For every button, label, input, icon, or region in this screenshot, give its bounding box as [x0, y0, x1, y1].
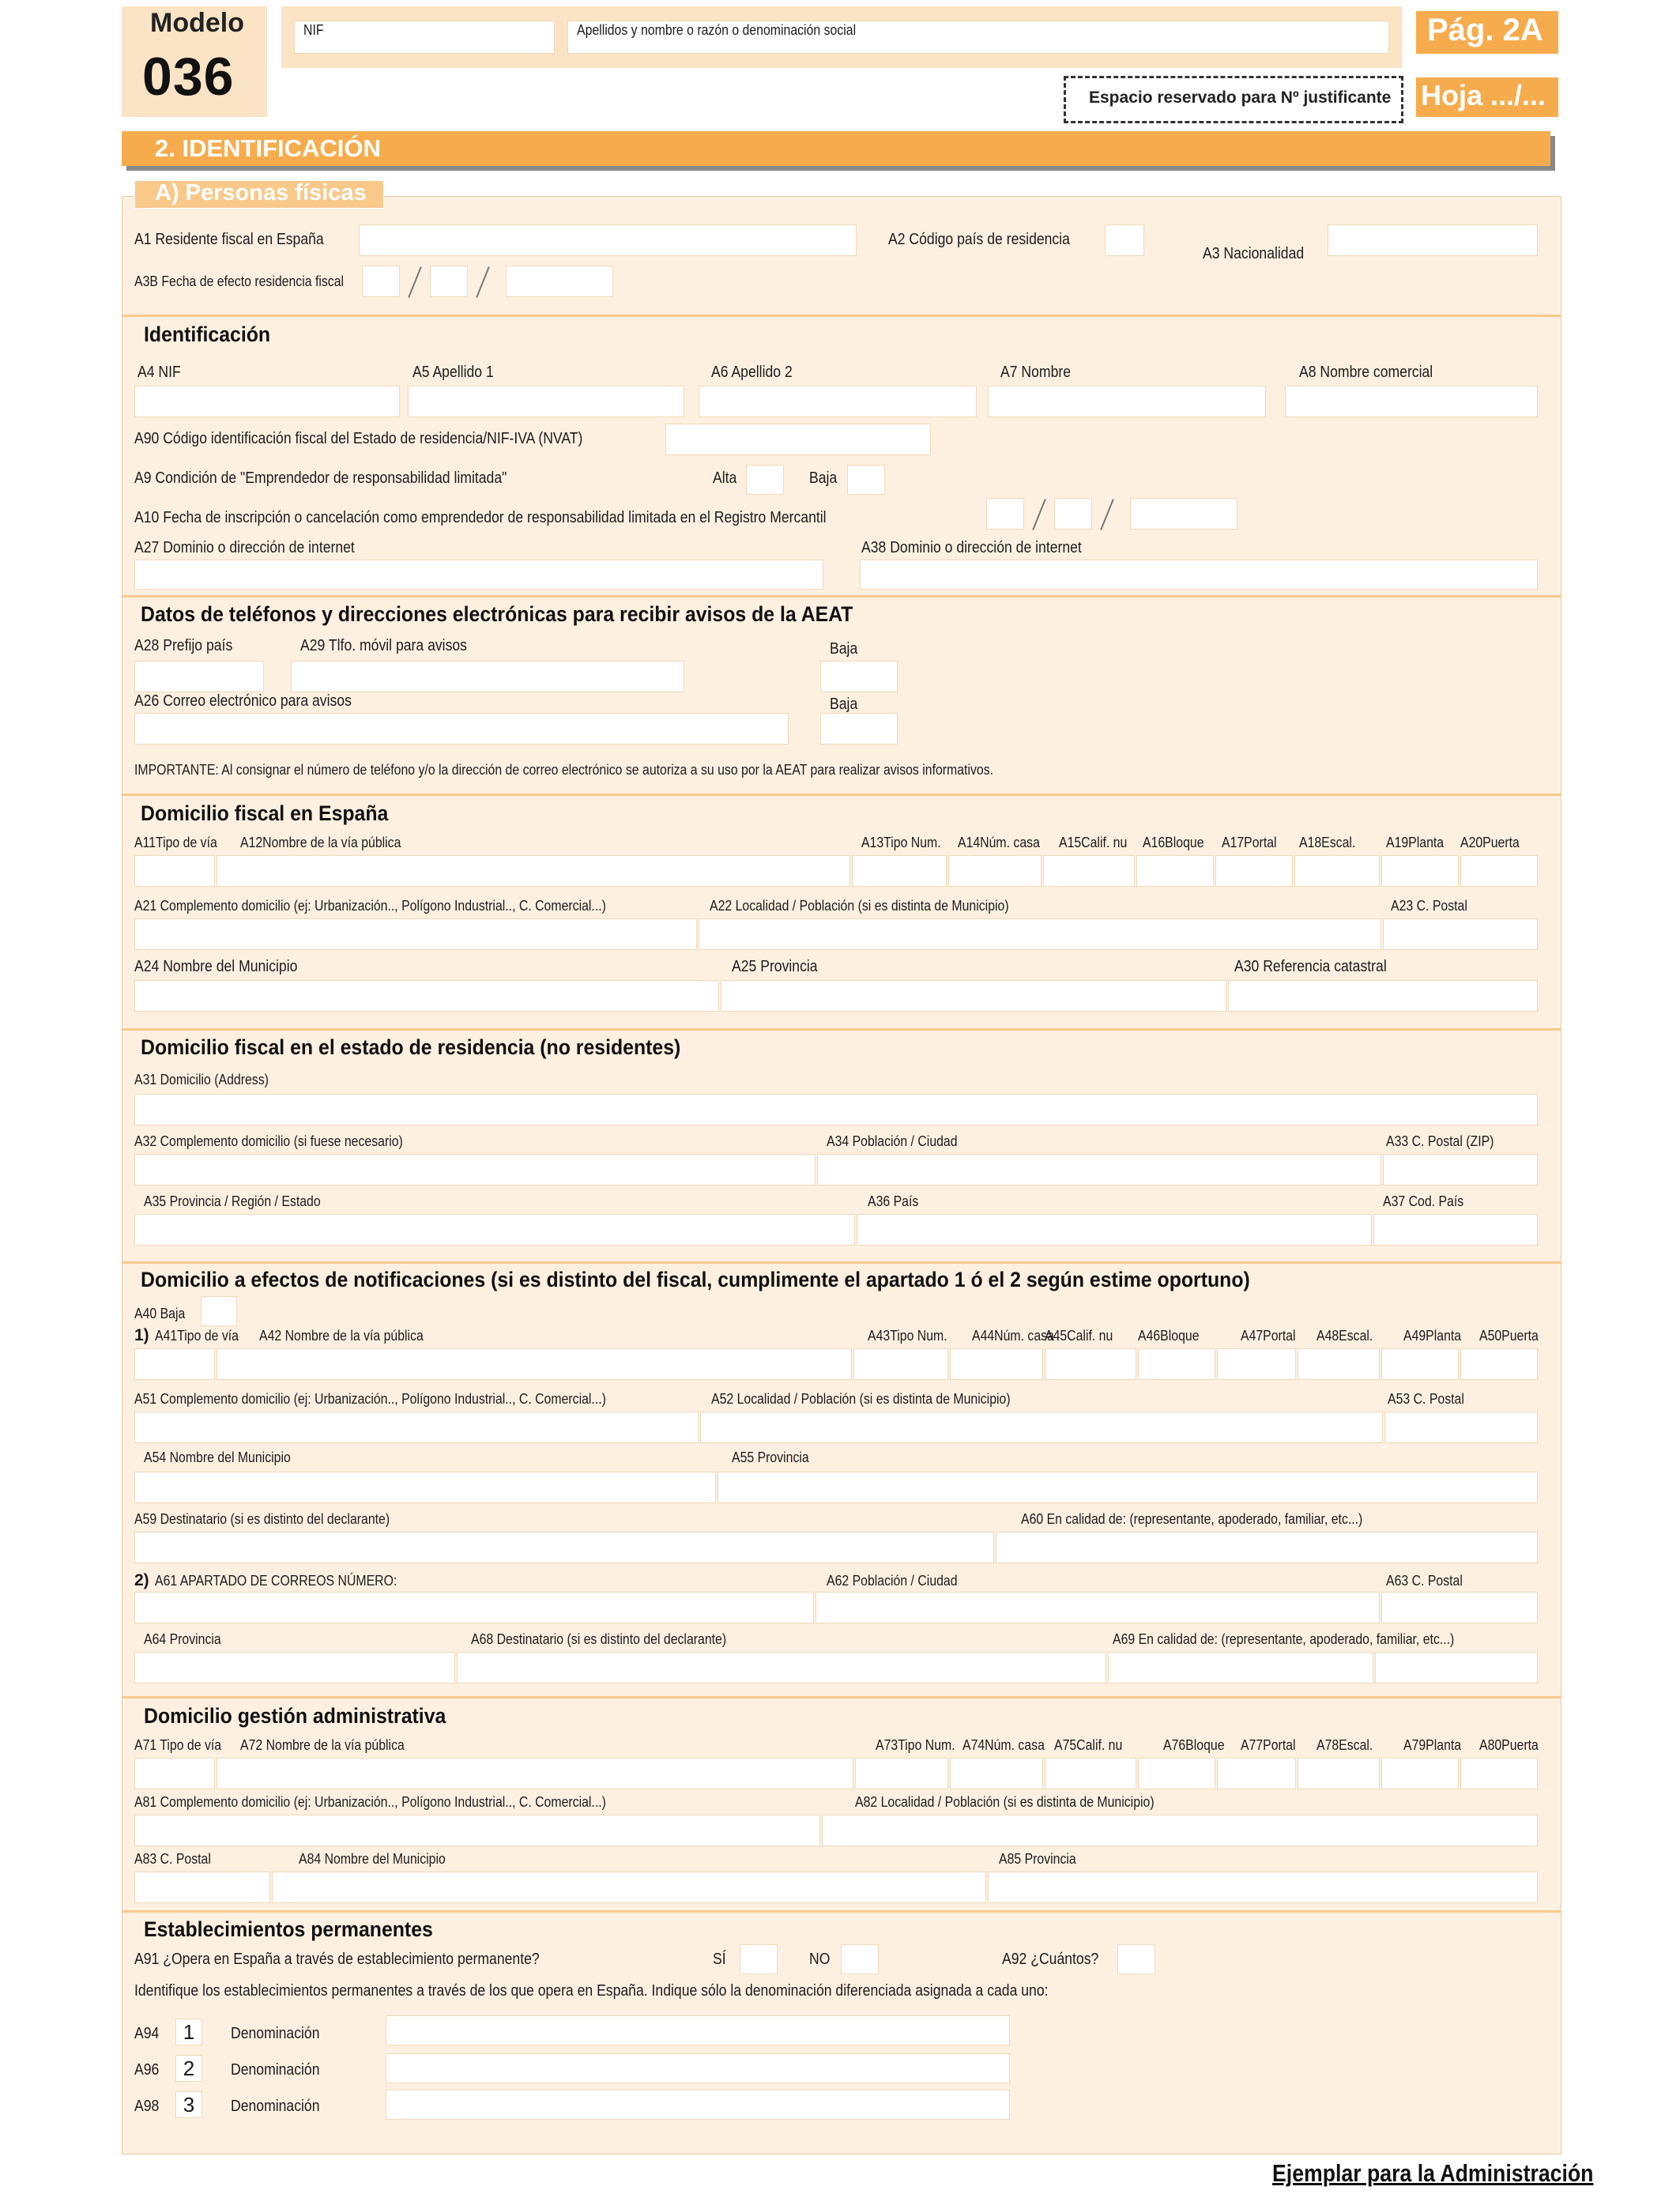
a11-field[interactable]: [134, 855, 215, 887]
a63-label: A63 C. Postal: [1386, 1573, 1463, 1589]
a72-field[interactable]: [217, 1758, 853, 1789]
a51-field[interactable]: [134, 1412, 699, 1443]
a96-label: Denominación: [231, 2061, 320, 2079]
a44-label: A44Núm. casa: [972, 1328, 1054, 1344]
a83-field[interactable]: [134, 1872, 270, 1903]
a68-label: A68 Destinatario (si es distinto del declarante): [471, 1631, 727, 1647]
a48-label: A48Escal.: [1317, 1328, 1373, 1344]
a84-field[interactable]: [272, 1872, 986, 1903]
a52-label: A52 Localidad / Población (si es distinta de Municipio): [711, 1391, 1011, 1407]
a53-label: A53 C. Postal: [1388, 1391, 1464, 1407]
estab-title: Establecimientos permanentes: [144, 1917, 433, 1941]
a9-baja-field[interactable]: [847, 465, 885, 495]
a6-field[interactable]: [699, 386, 977, 417]
a10-label: A10 Fecha de inscripción o cancelación como emprendedor de responsabilidad limitada en el Registro Mercantil: [134, 509, 827, 526]
a31-label: A31 Domicilio (Address): [134, 1072, 269, 1088]
a26-field[interactable]: [134, 713, 789, 745]
a19-field[interactable]: [1381, 855, 1459, 887]
nif-field[interactable]: [294, 21, 555, 54]
footer-label: Ejemplar para la Administración: [1272, 2159, 1594, 2187]
a98-number: 3: [175, 2091, 202, 2118]
a78-label: A78Escal.: [1317, 1737, 1373, 1753]
a55-label: A55 Provincia: [732, 1449, 809, 1465]
a62-field[interactable]: [816, 1592, 1380, 1623]
a85-label: A85 Provincia: [999, 1851, 1076, 1867]
a50-label: A50Puerta: [1479, 1328, 1539, 1344]
a46-field[interactable]: [1138, 1348, 1215, 1380]
a3-label: A3 Nacionalidad: [1203, 245, 1305, 262]
a82-field[interactable]: [822, 1815, 1538, 1846]
a43-label: A43Tipo Num.: [868, 1328, 947, 1344]
a17-field[interactable]: [1215, 855, 1293, 887]
a90-label: A90 Código identificación fiscal del Estado de residencia/NIF-IVA (NVAT): [134, 430, 583, 447]
admin-title: Domicilio gestión administrativa: [144, 1704, 446, 1728]
a13-label: A13Tipo Num.: [861, 835, 941, 850]
a76-label: A76Bloque: [1163, 1737, 1225, 1753]
a27-label: A27 Dominio o dirección de internet: [134, 539, 355, 556]
a7-field[interactable]: [988, 386, 1266, 417]
a94-code: A94: [134, 2025, 160, 2042]
a21-field[interactable]: [134, 918, 697, 950]
a26-baja-label: Baja: [830, 696, 858, 713]
a74-label: A74Núm. casa: [962, 1737, 1045, 1753]
nif-label: NIF: [303, 22, 324, 38]
a1-label: A1 Residente fiscal en España: [134, 231, 324, 248]
a6-label: A6 Apellido 2: [711, 364, 793, 381]
a35-field[interactable]: [134, 1214, 855, 1246]
a91-si-label: SÍ: [713, 1951, 726, 1968]
a18-field[interactable]: [1294, 855, 1380, 887]
a30-field[interactable]: [1228, 980, 1538, 1012]
a21-label: A21 Complemento domicilio (ej: Urbanización.., Polígono Industrial.., C. Comercial...): [134, 898, 606, 914]
a20-label: A20Puerta: [1460, 835, 1520, 850]
a4-field[interactable]: [134, 386, 400, 417]
a16-label: A16Bloque: [1143, 835, 1204, 850]
a10-year-field[interactable]: [1130, 498, 1237, 530]
a59-field[interactable]: [134, 1532, 994, 1563]
a19-label: A19Planta: [1386, 835, 1445, 850]
a74-field[interactable]: [950, 1758, 1043, 1789]
a38-label: A38 Dominio o dirección de internet: [861, 539, 1082, 556]
estab-instructions: Identifique los establecimientos permanentes a través de los que opera en España. Indique sólo la denominación diferenciada asignada a cada uno:: [134, 1982, 1049, 2000]
a73-field[interactable]: [855, 1758, 948, 1789]
a29-baja-label: Baja: [830, 640, 858, 658]
a52-field[interactable]: [700, 1412, 1383, 1443]
fiscal-title: Domicilio fiscal en España: [141, 801, 389, 825]
a32-field[interactable]: [134, 1154, 816, 1186]
a64-label: A64 Provincia: [144, 1631, 221, 1647]
a5-label: A5 Apellido 1: [412, 364, 494, 381]
a83-label: A83 C. Postal: [134, 1851, 211, 1867]
a41-label: A41Tipo de vía: [155, 1328, 239, 1344]
a96-field[interactable]: [386, 2053, 1010, 2083]
a90-field[interactable]: [665, 424, 931, 455]
a69-label: A69 En calidad de: (representante, apoderado, familiar, etc...): [1113, 1631, 1455, 1647]
a75-label: A75Calif. nu: [1054, 1737, 1123, 1753]
model-number: 036: [142, 47, 235, 107]
a77-field[interactable]: [1217, 1758, 1296, 1789]
reserved-label: Espacio reservado para Nº justificante: [1089, 89, 1392, 107]
a71-field[interactable]: [134, 1758, 215, 1789]
a23-field[interactable]: [1383, 918, 1538, 950]
option-1-marker: 1): [134, 1326, 149, 1344]
a69-extra-field[interactable]: [1375, 1652, 1538, 1683]
a91-no-field[interactable]: [841, 1944, 879, 1974]
a80-field[interactable]: [1460, 1758, 1538, 1789]
a16-field[interactable]: [1136, 855, 1214, 887]
a91-label: A91 ¿Opera en España a través de establecimiento permanente?: [134, 1951, 540, 1968]
a18-label: A18Escal.: [1299, 835, 1356, 850]
a46-label: A46Bloque: [1138, 1328, 1200, 1344]
a78-field[interactable]: [1298, 1758, 1380, 1789]
a9-alta-field[interactable]: [746, 465, 784, 495]
a84-label: A84 Nombre del Municipio: [299, 1851, 446, 1867]
a5-field[interactable]: [408, 386, 684, 417]
a73-label: A73Tipo Num.: [876, 1737, 955, 1753]
a37-label: A37 Cod. País: [1383, 1193, 1464, 1209]
a14-field[interactable]: [948, 855, 1042, 887]
a42-label: A42 Nombre de la vía pública: [259, 1328, 424, 1344]
a3-field[interactable]: [1328, 224, 1538, 256]
a63-field[interactable]: [1381, 1592, 1538, 1623]
a22-label: A22 Localidad / Población (si es distinta de Municipio): [710, 898, 1009, 914]
a26-baja-field[interactable]: [820, 713, 898, 745]
a94-field[interactable]: [386, 2015, 1010, 2045]
a17-label: A17Portal: [1222, 835, 1277, 850]
a91-si-field[interactable]: [740, 1944, 778, 1974]
a49-label: A49Planta: [1403, 1328, 1462, 1344]
a85-field[interactable]: [988, 1872, 1538, 1903]
a8-label: A8 Nombre comercial: [1299, 364, 1433, 381]
a42-field[interactable]: [217, 1348, 852, 1380]
name-label: Apellidos y nombre o razón o denominación social: [577, 22, 857, 38]
a54-label: A54 Nombre del Municipio: [144, 1449, 291, 1465]
a25-label: A25 Provincia: [732, 958, 818, 975]
contact-title: Datos de teléfonos y direcciones electrónicas para recibir avisos de la AEAT: [141, 602, 853, 626]
a33-field[interactable]: [1383, 1154, 1538, 1186]
a61-label: A61 APARTADO DE CORREOS NÚMERO:: [155, 1573, 397, 1589]
a12-field[interactable]: [217, 855, 850, 887]
a1-field[interactable]: [359, 224, 857, 256]
a94-label: Denominación: [231, 2025, 320, 2042]
a9-baja-label: Baja: [809, 469, 838, 487]
a23-label: A23 C. Postal: [1391, 898, 1467, 914]
a3b-label: A3B Fecha de efecto residencia fiscal: [134, 273, 345, 289]
a81-field[interactable]: [134, 1815, 820, 1846]
a9-alta-label: Alta: [713, 469, 737, 487]
a27-field[interactable]: [134, 560, 823, 590]
a28-label: A28 Prefijo país: [134, 637, 233, 654]
a64-field[interactable]: [134, 1652, 455, 1683]
a79-field[interactable]: [1381, 1758, 1459, 1789]
a44-field[interactable]: [950, 1348, 1043, 1380]
a60-label: A60 En calidad de: (representante, apoderado, familiar, etc...): [1021, 1511, 1363, 1527]
a13-field[interactable]: [852, 855, 947, 887]
a34-field[interactable]: [817, 1154, 1381, 1186]
a22-field[interactable]: [699, 918, 1381, 950]
option-2-marker: 2): [134, 1571, 149, 1589]
a49-field[interactable]: [1381, 1348, 1459, 1380]
page-label: Pág. 2A: [1427, 13, 1543, 47]
a92-field[interactable]: [1117, 1944, 1155, 1974]
a82-label: A82 Localidad / Población (si es distinta de Municipio): [855, 1794, 1155, 1810]
a3b-day-field[interactable]: [362, 266, 400, 297]
a36-label: A36 País: [868, 1193, 919, 1209]
a61-field[interactable]: [134, 1592, 814, 1623]
a11-label: A11Tipo de vía: [134, 835, 217, 850]
subsection-title: A) Personas físicas: [155, 180, 367, 205]
a47-field[interactable]: [1217, 1348, 1296, 1380]
a60-field[interactable]: [996, 1532, 1538, 1563]
a12-label: A12Nombre de la vía pública: [240, 835, 401, 850]
a33-label: A33 C. Postal (ZIP): [1386, 1133, 1494, 1149]
a96-number: 2: [175, 2055, 202, 2082]
a50-field[interactable]: [1460, 1348, 1538, 1380]
a14-label: A14Núm. casa: [958, 835, 1040, 850]
a45-field[interactable]: [1045, 1348, 1136, 1380]
a54-field[interactable]: [134, 1472, 716, 1503]
a24-field[interactable]: [134, 980, 719, 1012]
a47-label: A47Portal: [1241, 1328, 1296, 1344]
model-label: Modelo: [150, 8, 244, 38]
a26-label: A26 Correo electrónico para avisos: [134, 692, 352, 710]
a24-label: A24 Nombre del Municipio: [134, 958, 298, 975]
a51-label: A51 Complemento domicilio (ej: Urbanización.., Polígono Industrial.., C. Comercial...): [134, 1391, 606, 1407]
a40-field[interactable]: [201, 1296, 237, 1326]
a80-label: A80Puerta: [1479, 1737, 1539, 1753]
a31-field[interactable]: [134, 1094, 1538, 1125]
a35-label: A35 Provincia / Región / Estado: [144, 1193, 321, 1209]
a25-field[interactable]: [721, 980, 1226, 1012]
a36-field[interactable]: [857, 1214, 1372, 1246]
a10-month-field[interactable]: [1054, 498, 1092, 530]
a32-label: A32 Complemento domicilio (si fuese necesario): [134, 1133, 403, 1149]
a69-field[interactable]: [1108, 1652, 1373, 1683]
a48-field[interactable]: [1298, 1348, 1380, 1380]
a94-number: 1: [175, 2019, 202, 2045]
a2-label: A2 Código país de residencia: [888, 231, 1070, 248]
a98-label: Denominación: [231, 2098, 320, 2115]
a8-field[interactable]: [1285, 386, 1538, 417]
a98-field[interactable]: [386, 2090, 1010, 2120]
a77-label: A77Portal: [1241, 1737, 1296, 1753]
a29-baja-field[interactable]: [820, 661, 898, 692]
a68-field[interactable]: [457, 1652, 1106, 1683]
foreign-title: Domicilio fiscal en el estado de residencia (no residentes): [141, 1035, 681, 1059]
a40-label: A40 Baja: [134, 1306, 186, 1321]
contact-note: IMPORTANTE: Al consignar el número de teléfono y/o la dirección de correo electrónico se autoriza a su uso por la AEAT para realizar avisos informativos.: [134, 762, 994, 778]
a15-label: A15Calif. nu: [1059, 835, 1128, 850]
section-title: 2. IDENTIFICACIÓN: [155, 134, 381, 162]
a71-label: A71 Tipo de vía: [134, 1737, 222, 1753]
a53-field[interactable]: [1384, 1412, 1538, 1443]
a34-label: A34 Población / Ciudad: [827, 1133, 958, 1149]
a91-no-label: NO: [809, 1951, 831, 1968]
a41-field[interactable]: [134, 1348, 215, 1380]
a30-label: A30 Referencia catastral: [1234, 958, 1387, 975]
a20-field[interactable]: [1460, 855, 1538, 887]
a43-field[interactable]: [853, 1348, 948, 1380]
a76-field[interactable]: [1138, 1758, 1215, 1789]
a72-label: A72 Nombre de la vía pública: [240, 1737, 405, 1753]
a3b-year-field[interactable]: [506, 266, 613, 297]
a75-field[interactable]: [1045, 1758, 1136, 1789]
a29-label: A29 Tlfo. móvil para avisos: [300, 637, 467, 654]
a79-label: A79Planta: [1403, 1737, 1462, 1753]
a62-label: A62 Población / Ciudad: [827, 1573, 958, 1589]
sheet-label: Hoja .../...: [1421, 79, 1546, 111]
a55-field[interactable]: [718, 1472, 1538, 1503]
a15-field[interactable]: [1043, 855, 1135, 887]
a3b-month-field[interactable]: [430, 266, 468, 297]
a2-field[interactable]: [1105, 224, 1144, 256]
a9-label: A9 Condición de "Emprendedor de responsabilidad limitada": [134, 469, 507, 487]
ident-title: Identificación: [144, 322, 271, 346]
a96-code: A96: [134, 2061, 160, 2079]
a45-label: A45Calif. nu: [1045, 1328, 1113, 1344]
notif-title: Domicilio a efectos de notificaciones (si es distinto del fiscal, cumplimente el apartado 1 ó el 2 según estime oportuno): [141, 1268, 1250, 1291]
a92-label: A92 ¿Cuántos?: [1002, 1951, 1099, 1968]
a28-field[interactable]: [134, 661, 264, 692]
a29-field[interactable]: [291, 661, 684, 692]
a4-label: A4 NIF: [137, 364, 181, 381]
a98-code: A98: [134, 2098, 160, 2115]
a81-label: A81 Complemento domicilio (ej: Urbanización.., Polígono Industrial.., C. Comercial...): [134, 1794, 606, 1810]
a7-label: A7 Nombre: [1000, 364, 1072, 381]
a37-field[interactable]: [1373, 1214, 1538, 1246]
a59-label: A59 Destinatario (si es distinto del declarante): [134, 1511, 390, 1527]
a38-field[interactable]: [860, 560, 1538, 590]
a10-day-field[interactable]: [986, 498, 1024, 530]
